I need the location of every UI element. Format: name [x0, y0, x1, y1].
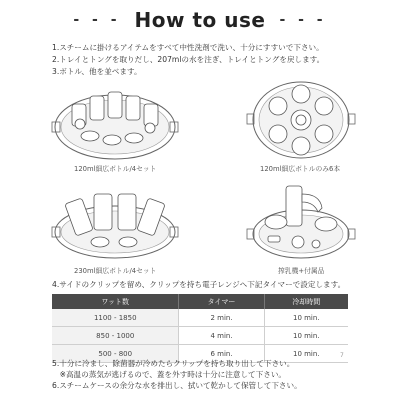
header	[0, 8, 400, 32]
cell-cooling: 10 min.	[264, 309, 348, 327]
cell-timer: 4 min.	[179, 327, 264, 345]
step-5: 5.十分に冷まし、除菌器が冷めたらクリップを持ち取り出して下さい。	[52, 359, 295, 368]
sterilizer-illustration-6-bottles	[246, 72, 356, 162]
caption-top-right: 120ml細広ボトルのみ6本	[260, 165, 341, 173]
sterilizer-illustration-120ml-set	[50, 72, 180, 162]
cell-wattage: 500 - 800	[52, 345, 179, 363]
sterilizer-illustration-breast-pump	[246, 180, 356, 262]
step-5-note: ※高温の蒸気が逃げるので、蓋を外す時は十分に注意して下さい。	[52, 370, 287, 379]
step-3: 3.ボトル、他を並べます。	[52, 67, 142, 76]
cell-cooling: 10 min.	[264, 345, 348, 363]
step-6: 6.スチームケースの余分な水を排出し、拭いて乾かして保管して下さい。	[52, 381, 302, 390]
page-title: How to use	[134, 8, 266, 32]
cell-timer: 2 min.	[179, 309, 264, 327]
microwave-timer-table	[52, 294, 348, 363]
table-header-row	[52, 294, 348, 309]
cell-wattage: 1100 - 1850	[52, 309, 179, 327]
sterilizer-illustration-230ml-set	[50, 180, 180, 262]
cell-timer: 6 min.	[179, 345, 264, 363]
caption-bottom-left: 230ml細広ボトル/4セット	[74, 267, 157, 275]
caption-top-left: 120ml細広ボトル/4セット	[74, 165, 157, 173]
step-4: 4.サイドのクリップを留め、クリップを持ち電子レンジへ下記タイマーで設定します。	[52, 280, 346, 289]
header-dashes-left: - - -	[73, 12, 121, 28]
header-timer: タイマー	[179, 294, 264, 309]
step-1: 1.スチームに掛けるアイテムをすべて中性洗剤で洗い、十分にすすいで下さい。	[52, 43, 324, 52]
header-wattage: ワット数	[52, 294, 179, 309]
page-number: 7	[340, 352, 344, 359]
header-dashes-right: - - -	[279, 12, 327, 28]
caption-bottom-right: 搾乳機+付属品	[278, 267, 325, 275]
header-cooling-time: 冷却時間	[264, 294, 348, 309]
table-row	[52, 309, 348, 327]
cell-cooling: 10 min.	[264, 327, 348, 345]
step-2: 2.トレイとトングを取りだし、207mlの水を注ぎ、トレイとトングを戻します。	[52, 55, 325, 64]
table-row	[52, 327, 348, 345]
after-steps-list	[52, 358, 302, 391]
cell-wattage: 850 - 1000	[52, 327, 179, 345]
